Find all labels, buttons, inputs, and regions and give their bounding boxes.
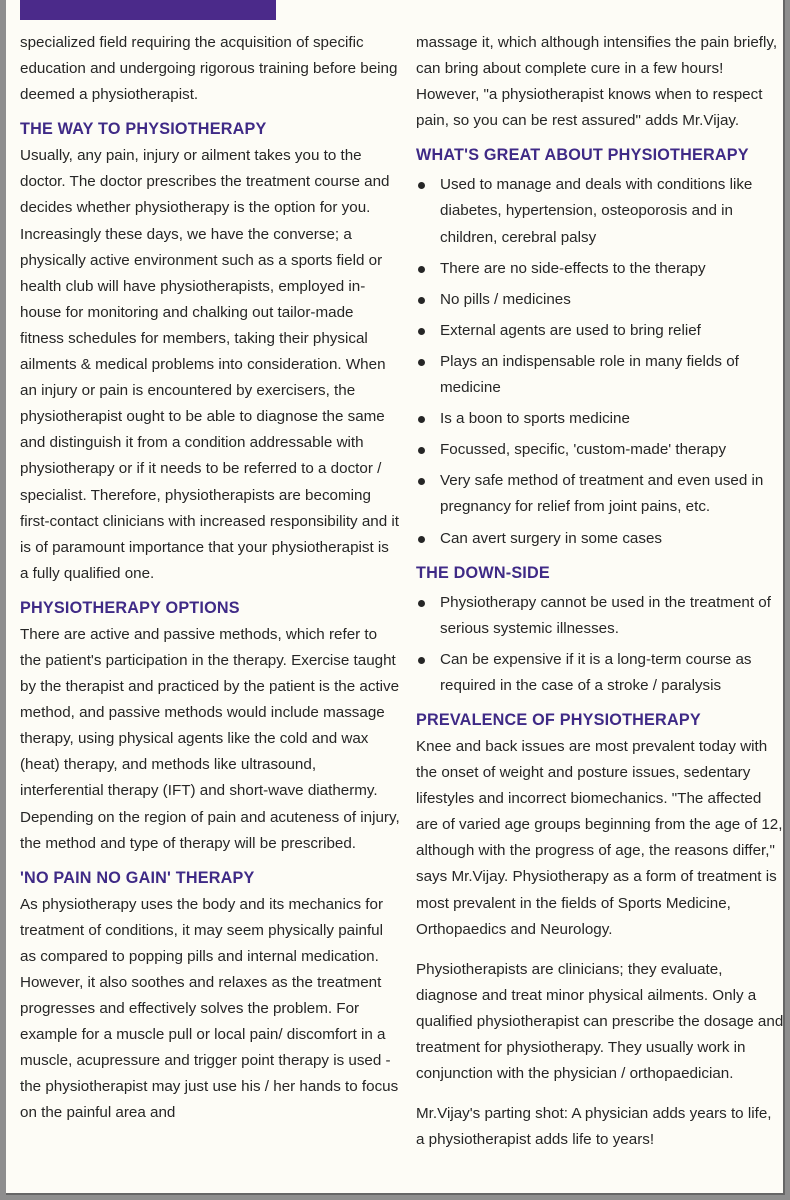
way-to-physiotherapy-heading: THE WAY TO PHYSIOTHERAPY xyxy=(20,120,267,139)
bullet-icon xyxy=(418,297,425,304)
left-column xyxy=(20,30,400,1127)
list-item-text: No pills / medicines xyxy=(440,290,571,308)
whats-great-list xyxy=(416,172,784,551)
list-item xyxy=(416,437,784,463)
list-item xyxy=(416,526,784,552)
list-item xyxy=(416,256,784,282)
clinicians-paragraph: Physiotherapists are clinicians; they evaluate, diagnose and treat minor physical ailments. Only a qualified physiotherapist can prescribe the dosage and treatment for physiotherapy. They usually work in conjunction with the physician / orthopaedician. xyxy=(416,960,784,1083)
intro-paragraph: specialized field requiring the acquisition of specific education and undergoing rigorous training before being deemed a physiotherapist. xyxy=(20,34,398,104)
magazine-page xyxy=(6,0,785,1195)
physiotherapy-options-paragraph: There are active and passive methods, which refer to the patient's participation in the therapy. Exercise taught by the therapist and practiced by the patient is the active method, and passive methods would include massage therapy, using physical agents like the cold and wax (heat) therapy, and methods like ultrasound, interferential therapy (IFT) and short-wave diathermy. Depending on the region of pain and acuteness of injury, the method and type of therapy will be prescribed. xyxy=(20,625,400,852)
bullet-icon xyxy=(418,657,425,664)
list-item-text: Can be expensive if it is a long-term course as required in the case of a stroke / paralysis xyxy=(440,650,752,694)
prevalence-paragraph: Knee and back issues are most prevalent today with the onset of weight and posture issues, sedentary lifestyles and incorrect biomechanics. "The affected are of varied age groups beginning from the age of 12, although with the progress of age, the reasons differ," says Mr.Vijay. Physiotherapy as a form of treatment is most prevalent in the fields of Sports Medicine, Orthopaedics and Neurology. xyxy=(416,737,783,938)
physiotherapy-options-heading: PHYSIOTHERAPY OPTIONS xyxy=(20,598,240,617)
list-item-text: Is a boon to sports medicine xyxy=(440,410,630,428)
way-to-physiotherapy-paragraph: Usually, any pain, injury or ailment takes you to the doctor. The doctor prescribes the treatment course and decides whether physiotherapy is the option for you. Increasingly these days, we have the converse; a physically active environment such as a sports field or health club will have physiotherapists, employed in-house for monitoring and chalking out tailor-made fitness schedules for members, taking their physical ailments & medical problems into consideration. When an injury or pain is encountered by exercisers, the physiotherapist ought to be able to diagnose the same and distinguish it from a condition addressable with physiotherapy or if it needs to be referred to a doctor / specialist. Therefore, physiotherapists are becoming first-contact clinicians with increased responsibility and it is of paramount importance that your physiotherapist is a fully qualified one. xyxy=(20,147,400,582)
no-pain-no-gain-paragraph: As physiotherapy uses the body and its mechanics for treatment of conditions, it may seem physically painful as compared to popping pills and internal medication. However, it also soothes and relaxes as the treatment progresses and effectively solves the problem. For example for a muscle pull or local pain/ discomfort in a muscle, acupressure and trigger point therapy is used - the physiotherapist may just use his / her hands to focus on the painful area and xyxy=(20,895,399,1122)
header-color-bar xyxy=(20,0,276,20)
list-item-text: Plays an indispensable role in many fields of medicine xyxy=(440,352,739,397)
continuation-paragraph: massage it, which although intensifies the pain briefly, can bring about complete cure in a few hours! However, "a physiotherapist knows when to respect pain, so you can be rest assured" adds Mr.Vijay. xyxy=(416,34,778,130)
list-item-text: Can avert surgery in some cases xyxy=(440,529,662,547)
no-pain-no-gain-heading: 'NO PAIN NO GAIN' THERAPY xyxy=(20,868,255,887)
list-item-text: There are no side-effects to the therapy xyxy=(440,259,706,277)
list-item xyxy=(416,318,784,344)
whats-great-heading: WHAT'S GREAT ABOUT PHYSIOTHERAPY xyxy=(416,146,749,165)
list-item xyxy=(416,172,784,250)
bullet-icon xyxy=(418,478,425,485)
bullet-icon xyxy=(418,182,425,189)
bullet-icon xyxy=(418,328,425,335)
list-item-text: Focussed, specific, 'custom-made' therapy xyxy=(440,441,727,459)
list-item-text: External agents are used to bring relief xyxy=(440,321,701,339)
list-item xyxy=(416,468,784,520)
bullet-icon xyxy=(418,266,425,273)
list-item xyxy=(416,590,784,642)
list-item-text: Very safe method of treatment and even used in pregnancy for relief from joint pains, etc. xyxy=(440,472,764,516)
parting-shot-paragraph: Mr.Vijay's parting shot: A physician adds years to life, a physiotherapist adds life to years! xyxy=(416,1105,772,1149)
bullet-icon xyxy=(418,416,425,423)
down-side-list xyxy=(416,590,784,699)
right-column xyxy=(416,30,784,1153)
list-item-text: Physiotherapy cannot be used in the treatment of serious systemic illnesses. xyxy=(440,593,771,637)
bullet-icon xyxy=(418,536,425,543)
down-side-heading: THE DOWN-SIDE xyxy=(416,563,550,582)
list-item-text: Used to manage and deals with conditions like diabetes, hypertension, osteoporosis and in children, cerebral palsy xyxy=(440,176,753,246)
list-item xyxy=(416,287,784,313)
bullet-icon xyxy=(418,600,425,607)
prevalence-heading: PREVALENCE OF PHYSIOTHERAPY xyxy=(416,710,701,729)
list-item xyxy=(416,349,784,401)
bullet-icon xyxy=(418,447,425,454)
list-item xyxy=(416,647,784,699)
list-item xyxy=(416,406,784,432)
bullet-icon xyxy=(418,359,425,366)
